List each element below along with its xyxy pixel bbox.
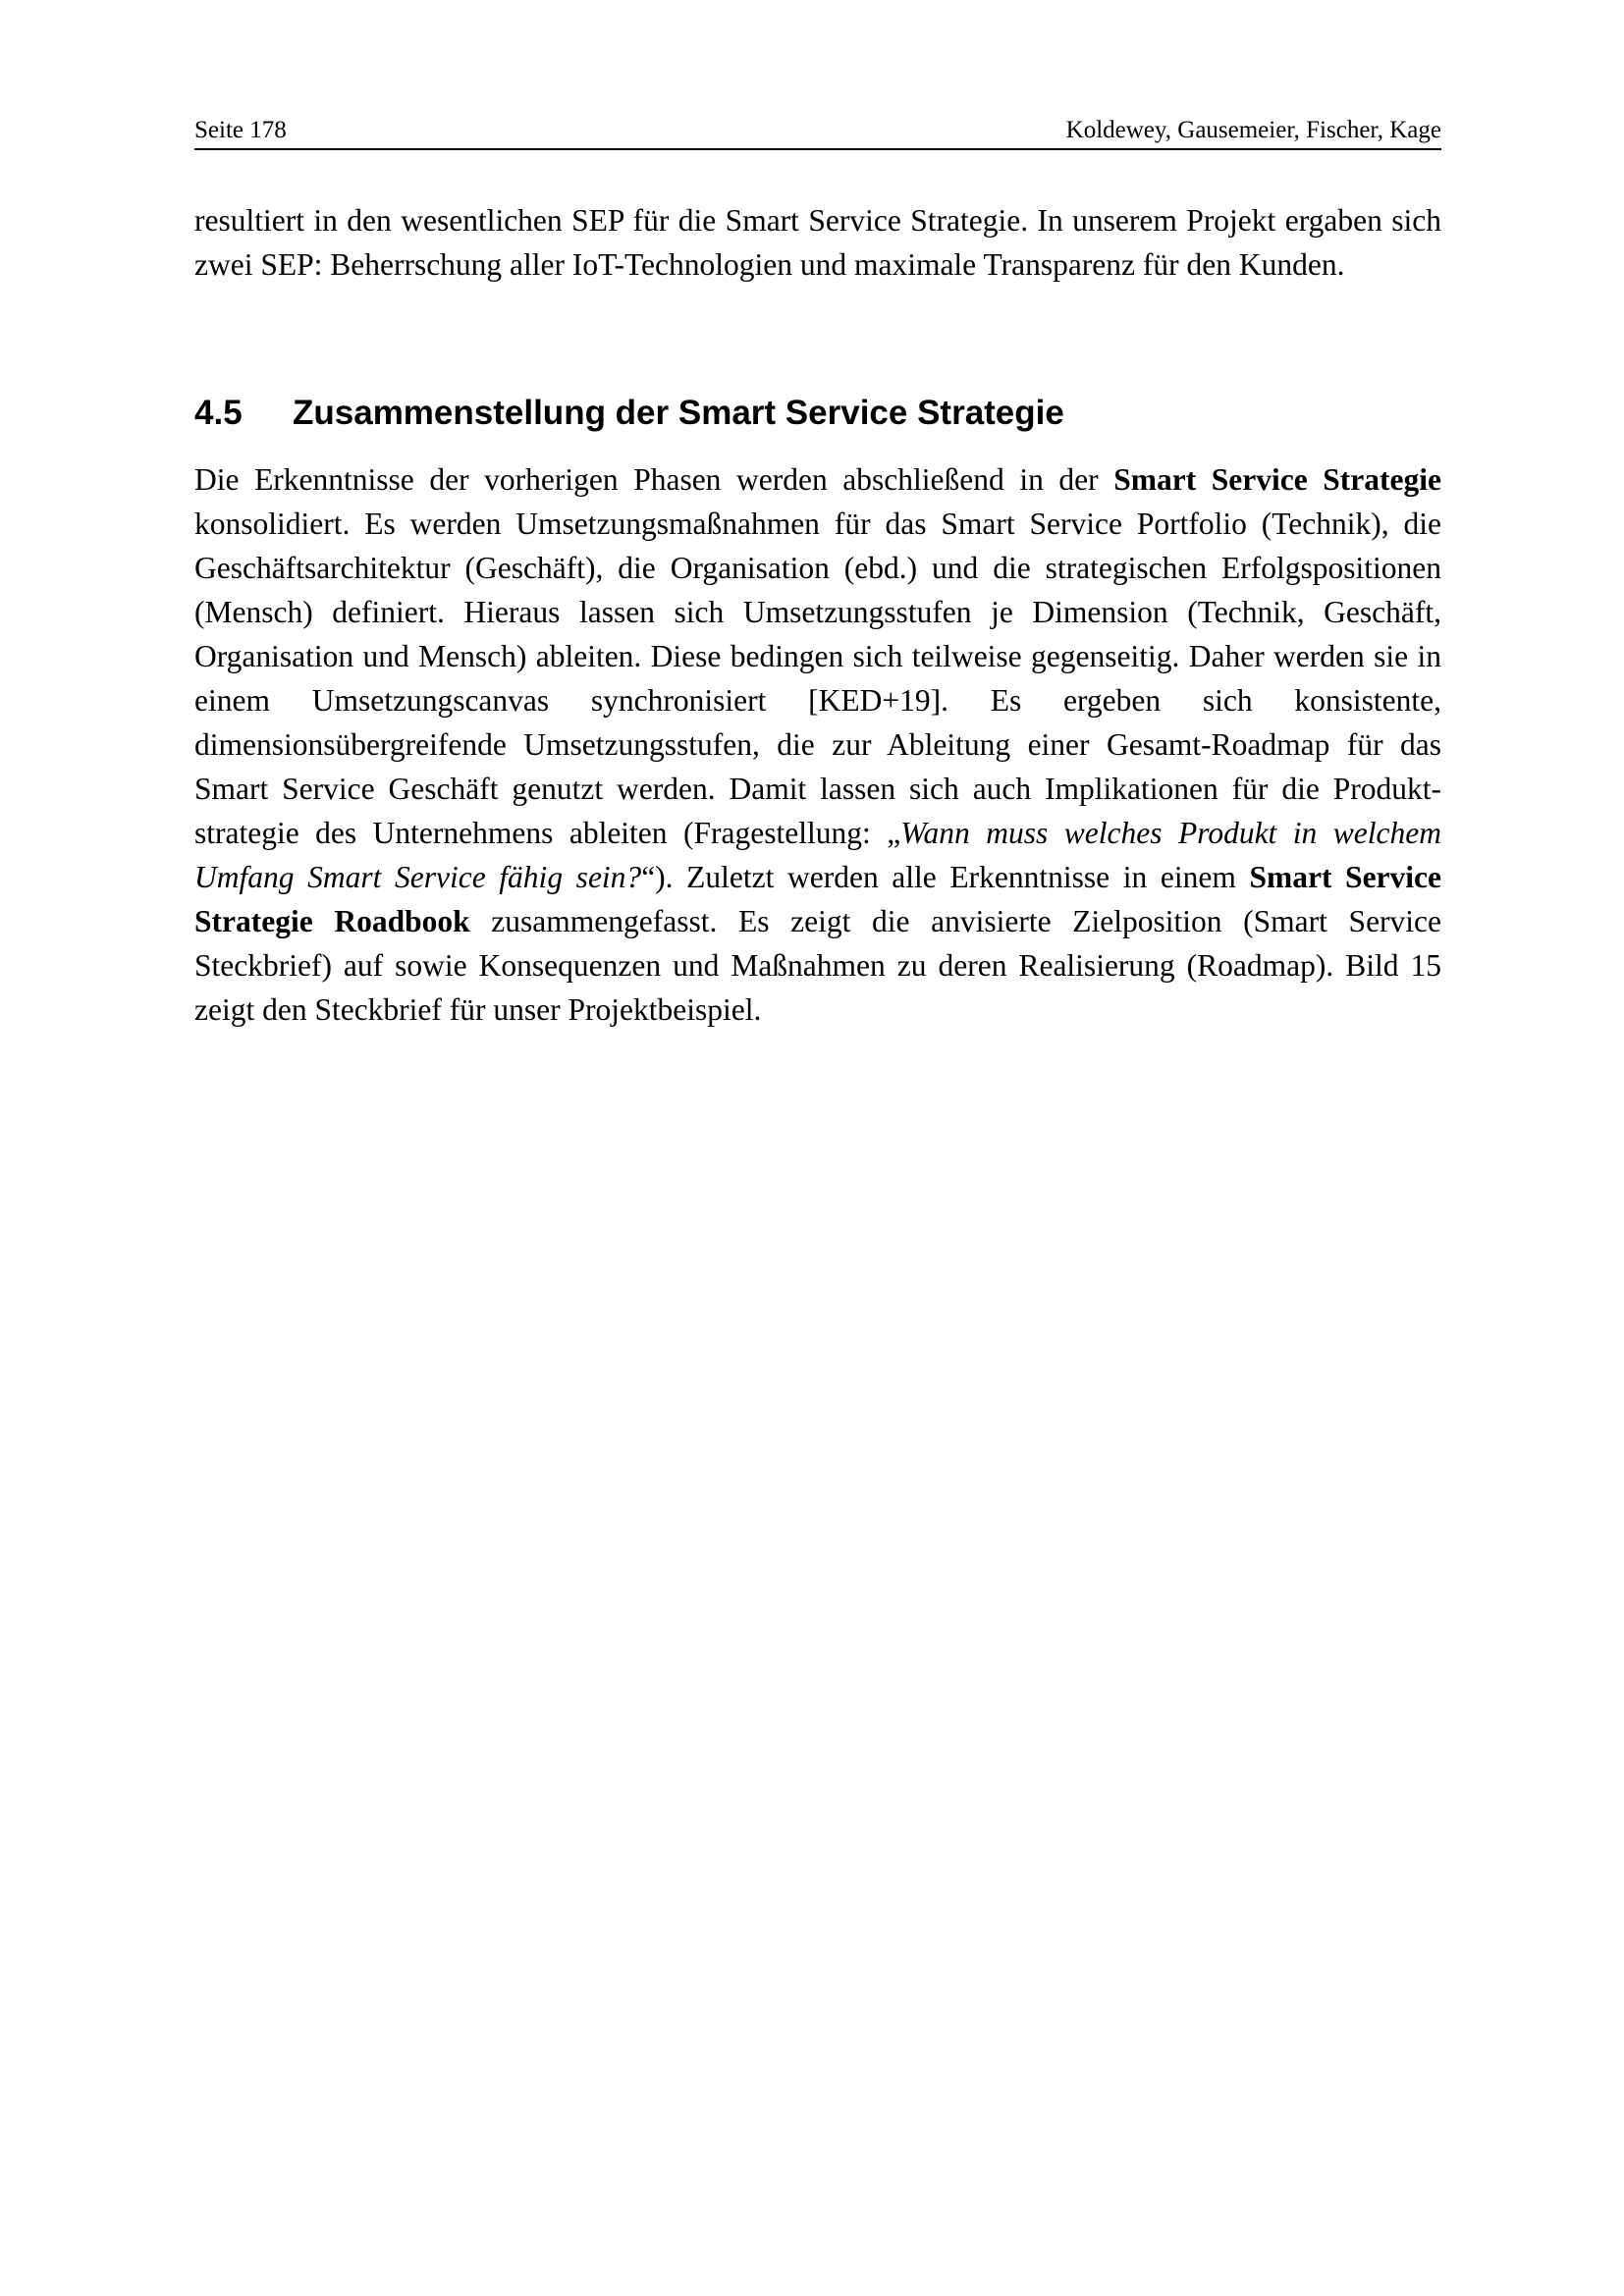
author-line: Koldewey, Gausemeier, Fischer, Kage	[1065, 117, 1441, 143]
paragraph-text: zusammengefasst. Es zeigt die anvisierte Zielposition (Smart Service Steckbrief) auf sowie Konsequenzen und Maßnahmen zu deren Realisierung (Roadmap). Bild 15 zeigt den Steckbrief für unser Projektbeispiel.	[194, 904, 1442, 1027]
paragraph-strategy	[194, 457, 1441, 1032]
bold-term-roadbook: Smart Service Strategie Roadbook	[194, 860, 1442, 938]
paragraph-continuation: resultiert in den wesentlichen SEP für die Smart Service Strategie. In unserem Projekt ergaben sich zwei SEP: Beherrschung aller IoT-Technologien und maximale Transparenz für den Kunden.	[194, 203, 1441, 282]
paragraph-text: Die Erkenntnisse der vorherigen Phasen werden abschließend in der	[194, 462, 1114, 497]
section-title: Zusammenstellung der Smart Service Strategie	[293, 394, 1064, 432]
bold-term-smart-service-strategie: Smart Service Strategie	[1113, 462, 1441, 497]
paragraph-text: konsolidiert. Es werden Umsetzungsmaßnahmen für das Smart Service Portfolio (Technik), die Geschäftsarchitektur (Geschäft), die Organisation (ebd.) und die strategischen Erfolgspositionen (Mensch) definiert. Hieraus lassen sich Umsetzungsstufen je Dimension (Technik, Geschäft, Organisation und Mensch) ableiten. Diese bedingen sich teilweise gegenseitig. Daher werden sie in einem Umsetzungscanvas synchronisiert [KED+19]. Es ergeben sich konsistente, dimensionsübergreifende Umsetzungsstufen, die zur Ableitung einer Gesamt-Roadmap für das Smart Service Geschäft genutzt werden. Damit lassen sich auch Implikationen für die Produktstrategie des Unternehmens ableiten (Fragestellung: „	[194, 507, 1441, 850]
paragraph-text: “). Zuletzt werden alle Erkenntnisse in einem	[641, 860, 1250, 894]
running-header	[194, 110, 1441, 150]
page-number: Seite 178	[194, 117, 287, 143]
section-heading	[194, 391, 1441, 436]
italic-question: Wann muss welches Produkt in welchem Umfang Smart Service fähig sein?	[194, 816, 1441, 894]
section-number: 4.5	[194, 394, 243, 432]
